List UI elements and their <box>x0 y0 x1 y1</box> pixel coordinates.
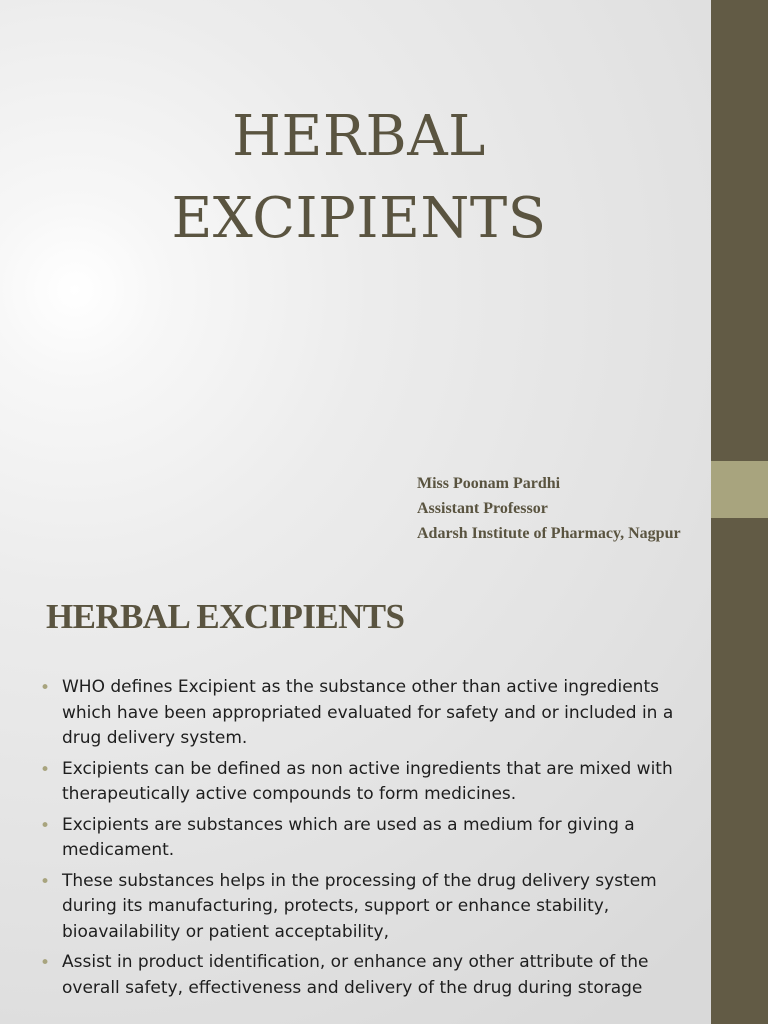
bullet-dot-icon: • <box>40 871 51 892</box>
bullet-text: These substances helps in the processing of the drug delivery system during its manufacturing, protects, support or enhance stability, bioavailability or patient acceptability, <box>62 870 657 942</box>
presenter-institute: Adarsh Institute of Pharmacy, Nagpur <box>417 525 681 542</box>
bullet-dot-icon: • <box>40 678 51 698</box>
side-bar-accent-block <box>711 461 768 518</box>
bullet-text: Excipients can be defined as non active ingredients that are mixed with therapeutically active compounds to form medicines. <box>62 758 673 804</box>
bullet-dot-icon: • <box>40 815 51 836</box>
slide2-title: HERBAL EXCIPIENTS <box>46 597 405 636</box>
bullet-item <box>40 813 690 864</box>
bullet-item <box>40 869 690 946</box>
slide1-title-line1: HERBAL <box>232 104 486 169</box>
slide1-title <box>0 96 718 260</box>
bullet-list <box>40 675 690 1006</box>
bullet-text: Assist in product identification, or enhance any other attribute of the overall safety, effectiveness and delivery of the drug during storage <box>62 952 649 998</box>
presenter-name: Miss Poonam Pardhi <box>417 475 561 492</box>
bullet-dot-icon: • <box>40 953 51 973</box>
slide1-title-line2: EXCIPIENTS <box>171 186 547 251</box>
presenter-role: Assistant Professor <box>417 500 548 517</box>
bullet-text: Excipients are substances which are used as a medium for giving a medicament. <box>62 814 635 860</box>
bullet-text: WHO defines Excipient as the substance other than active ingredients which have been appropriated evaluated for safety and or included in a drug delivery system. <box>62 677 674 748</box>
presenter-info <box>417 471 717 546</box>
bullet-item <box>40 757 690 808</box>
bullet-item <box>40 950 690 1001</box>
bullet-item <box>40 675 690 752</box>
bullet-dot-icon: • <box>40 759 51 780</box>
